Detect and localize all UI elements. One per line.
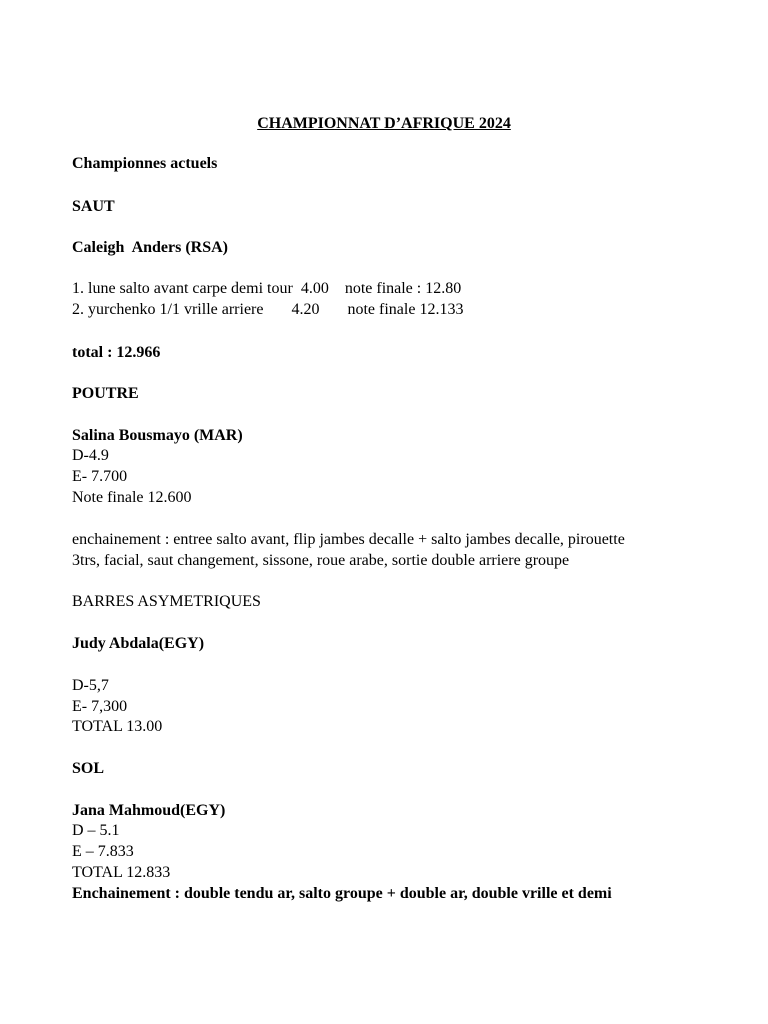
poutre-heading: POUTRE <box>72 385 139 402</box>
poutre-d-score: D-4.9 <box>72 447 109 464</box>
sol-d-score: D – 5.1 <box>72 822 120 839</box>
barres-heading: BARRES ASYMETRIQUES <box>72 593 261 610</box>
sol-total: TOTAL 12.833 <box>72 864 171 881</box>
poutre-gymnast: Salina Bousmayo (MAR) <box>72 427 243 444</box>
document-title: CHAMPIONNAT D’AFRIQUE 2024 <box>257 115 511 132</box>
barres-d-score: D-5,7 <box>72 677 109 694</box>
barres-e-score: E- 7,300 <box>72 698 128 715</box>
barres-gymnast: Judy Abdala(EGY) <box>72 635 205 652</box>
subtitle: Championnes actuels <box>72 155 218 172</box>
sol-gymnast: Jana Mahmoud(EGY) <box>72 802 226 819</box>
poutre-routine-line-1: enchainement : entree salto avant, flip jambes decalle + salto jambes decalle, pirouette <box>72 531 625 548</box>
sol-heading: SOL <box>72 760 105 777</box>
sol-e-score: E – 7.833 <box>72 843 134 860</box>
saut-gymnast: Caleigh Anders (RSA) <box>72 239 229 256</box>
barres-total: TOTAL 13.00 <box>72 718 163 735</box>
poutre-routine-line-2: 3trs, facial, saut changement, sissone, roue arabe, sortie double arriere groupe <box>72 552 570 569</box>
saut-total: total : 12.966 <box>72 344 161 361</box>
poutre-final: Note finale 12.600 <box>72 489 192 506</box>
sol-routine: Enchainement : double tendu ar, salto groupe + double ar, double vrille et demi <box>72 885 612 902</box>
poutre-e-score: E- 7.700 <box>72 468 128 485</box>
saut-heading: SAUT <box>72 198 115 215</box>
saut-vault-2: 2. yurchenko 1/1 vrille arriere 4.20 note finale 12.133 <box>72 301 464 318</box>
saut-vault-1: 1. lune salto avant carpe demi tour 4.00 note finale : 12.80 <box>72 280 462 297</box>
